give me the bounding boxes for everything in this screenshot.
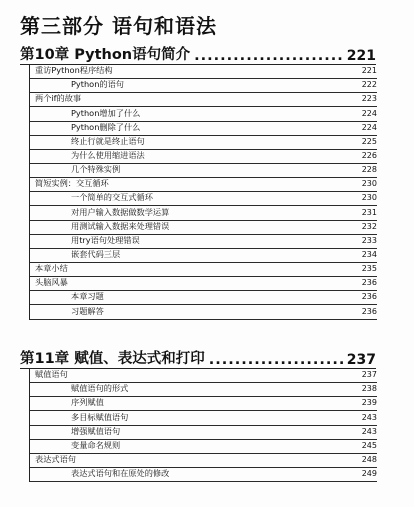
toc-entry	[30, 79, 377, 93]
toc-entry	[30, 263, 377, 277]
chapter-heading-11	[20, 348, 376, 369]
toc-entry	[30, 65, 377, 79]
toc-entry-title: 序列赋值	[71, 397, 104, 408]
leader-dots	[194, 48, 343, 64]
toc-entry-page-number: 245	[361, 440, 377, 450]
toc-entry	[30, 192, 377, 206]
chapter-page-number: 221	[346, 48, 376, 64]
toc-entry	[30, 107, 377, 121]
toc-entry-title: 本章习题	[71, 291, 104, 302]
chapter-11-entries	[29, 369, 377, 482]
toc-entry-page-number: 243	[361, 412, 377, 422]
toc-entry-title: 增强赋值语句	[71, 425, 121, 436]
leader-dots	[209, 352, 343, 368]
toc-entry-page-number: 224	[361, 108, 377, 118]
toc-entry	[30, 305, 377, 319]
toc-entry-page-number: 236	[361, 278, 377, 288]
toc-entry-title: 本章小结	[35, 263, 68, 274]
toc-entry-page-number: 230	[361, 179, 377, 189]
toc-entry-title: Python删除了什么	[71, 121, 141, 132]
toc-entry	[30, 206, 377, 220]
toc-entry-title: 对用户输入数据做数学运算	[71, 206, 170, 217]
toc-entry	[30, 383, 377, 397]
toc-entry-title: 头脑风暴	[35, 277, 68, 288]
chapter-title: 第10章 Python语句简介	[20, 47, 191, 63]
toc-entry	[30, 150, 377, 164]
toc-entry-page-number: 236	[361, 292, 377, 302]
toc-entry-title: 赋值语句	[35, 369, 68, 380]
toc-entry-title: 表达式语句	[35, 453, 76, 464]
toc-entry-title: 两个if的故事	[35, 93, 82, 104]
toc-entry-page-number: 238	[361, 384, 377, 394]
toc-entry-title: 一个简单的交互式循环	[71, 192, 153, 203]
toc-entry-page-number: 234	[361, 249, 377, 259]
toc-entry	[30, 164, 377, 178]
toc-entry-page-number: 226	[361, 150, 377, 160]
toc-entry	[30, 291, 377, 305]
toc-entry-title: Python增加了什么	[71, 107, 141, 118]
toc-entry-page-number: 236	[361, 306, 377, 316]
toc-entry-title: 重访Python程序结构	[35, 65, 113, 76]
toc-entry-title: 几个特殊实例	[71, 164, 121, 175]
toc-entry-page-number: 248	[361, 454, 377, 464]
toc-entry	[30, 178, 377, 192]
toc-entry	[30, 235, 377, 249]
toc-entry-page-number: 221	[361, 66, 377, 76]
toc-entry-page-number: 222	[361, 80, 377, 90]
toc-entry	[30, 411, 377, 425]
toc-entry	[30, 136, 377, 150]
toc-entry-title: 表达式语句和在原处的修改	[71, 468, 170, 479]
toc-entry-title: 为什么使用缩进语法	[71, 149, 145, 160]
chapter-10-entries	[29, 65, 377, 320]
toc-entry-page-number: 232	[361, 221, 377, 231]
toc-entry-title: 用测试输入数据来处理错误	[71, 220, 170, 231]
toc-entry	[30, 249, 377, 263]
toc-entry-title: 多目标赋值语句	[71, 411, 129, 422]
toc-entry-page-number: 230	[361, 193, 377, 203]
toc-entry-title: 变量命名规则	[71, 439, 121, 450]
toc-entry	[30, 277, 377, 291]
toc-entry-title: Python的语句	[71, 79, 124, 90]
toc-entry-title: 终止行就是终止语句	[71, 135, 145, 146]
toc-entry	[30, 93, 377, 107]
toc-entry	[30, 221, 377, 235]
toc-entry	[30, 122, 377, 136]
toc-entry-title: 用try语句处理错误	[71, 234, 140, 245]
toc-entry-page-number: 224	[361, 122, 377, 132]
toc-entry-title: 赋值语句的形式	[71, 383, 129, 394]
chapter-heading-10	[20, 44, 376, 65]
toc-entry-page-number: 243	[361, 426, 377, 436]
toc-entry-page-number: 239	[361, 398, 377, 408]
toc-entry-page-number: 237	[361, 370, 377, 380]
toc-entry-title: 嵌套代码三层	[71, 248, 121, 259]
toc-entry	[30, 397, 377, 411]
toc-entry-page-number: 225	[361, 136, 377, 146]
toc-entry	[30, 454, 377, 468]
toc-entry	[30, 426, 377, 440]
toc-entry-page-number: 233	[361, 235, 377, 245]
part-title: 第三部分 语句和语法	[20, 14, 217, 38]
chapter-title: 第11章 赋值、表达式和打印	[20, 351, 205, 367]
toc-entry	[30, 369, 377, 383]
toc-entry-page-number: 223	[361, 94, 377, 104]
toc-entry-page-number: 228	[361, 165, 377, 175]
toc-entry-title: 简短实例：交互循环	[35, 178, 109, 189]
toc-entry	[30, 468, 377, 482]
toc-entry	[30, 440, 377, 454]
toc-entry-title: 习题解答	[71, 305, 104, 316]
toc-entry-page-number: 235	[361, 264, 377, 274]
toc-entry-page-number: 231	[361, 207, 377, 217]
toc-entry-page-number: 249	[361, 469, 377, 479]
chapter-page-number: 237	[346, 352, 376, 368]
